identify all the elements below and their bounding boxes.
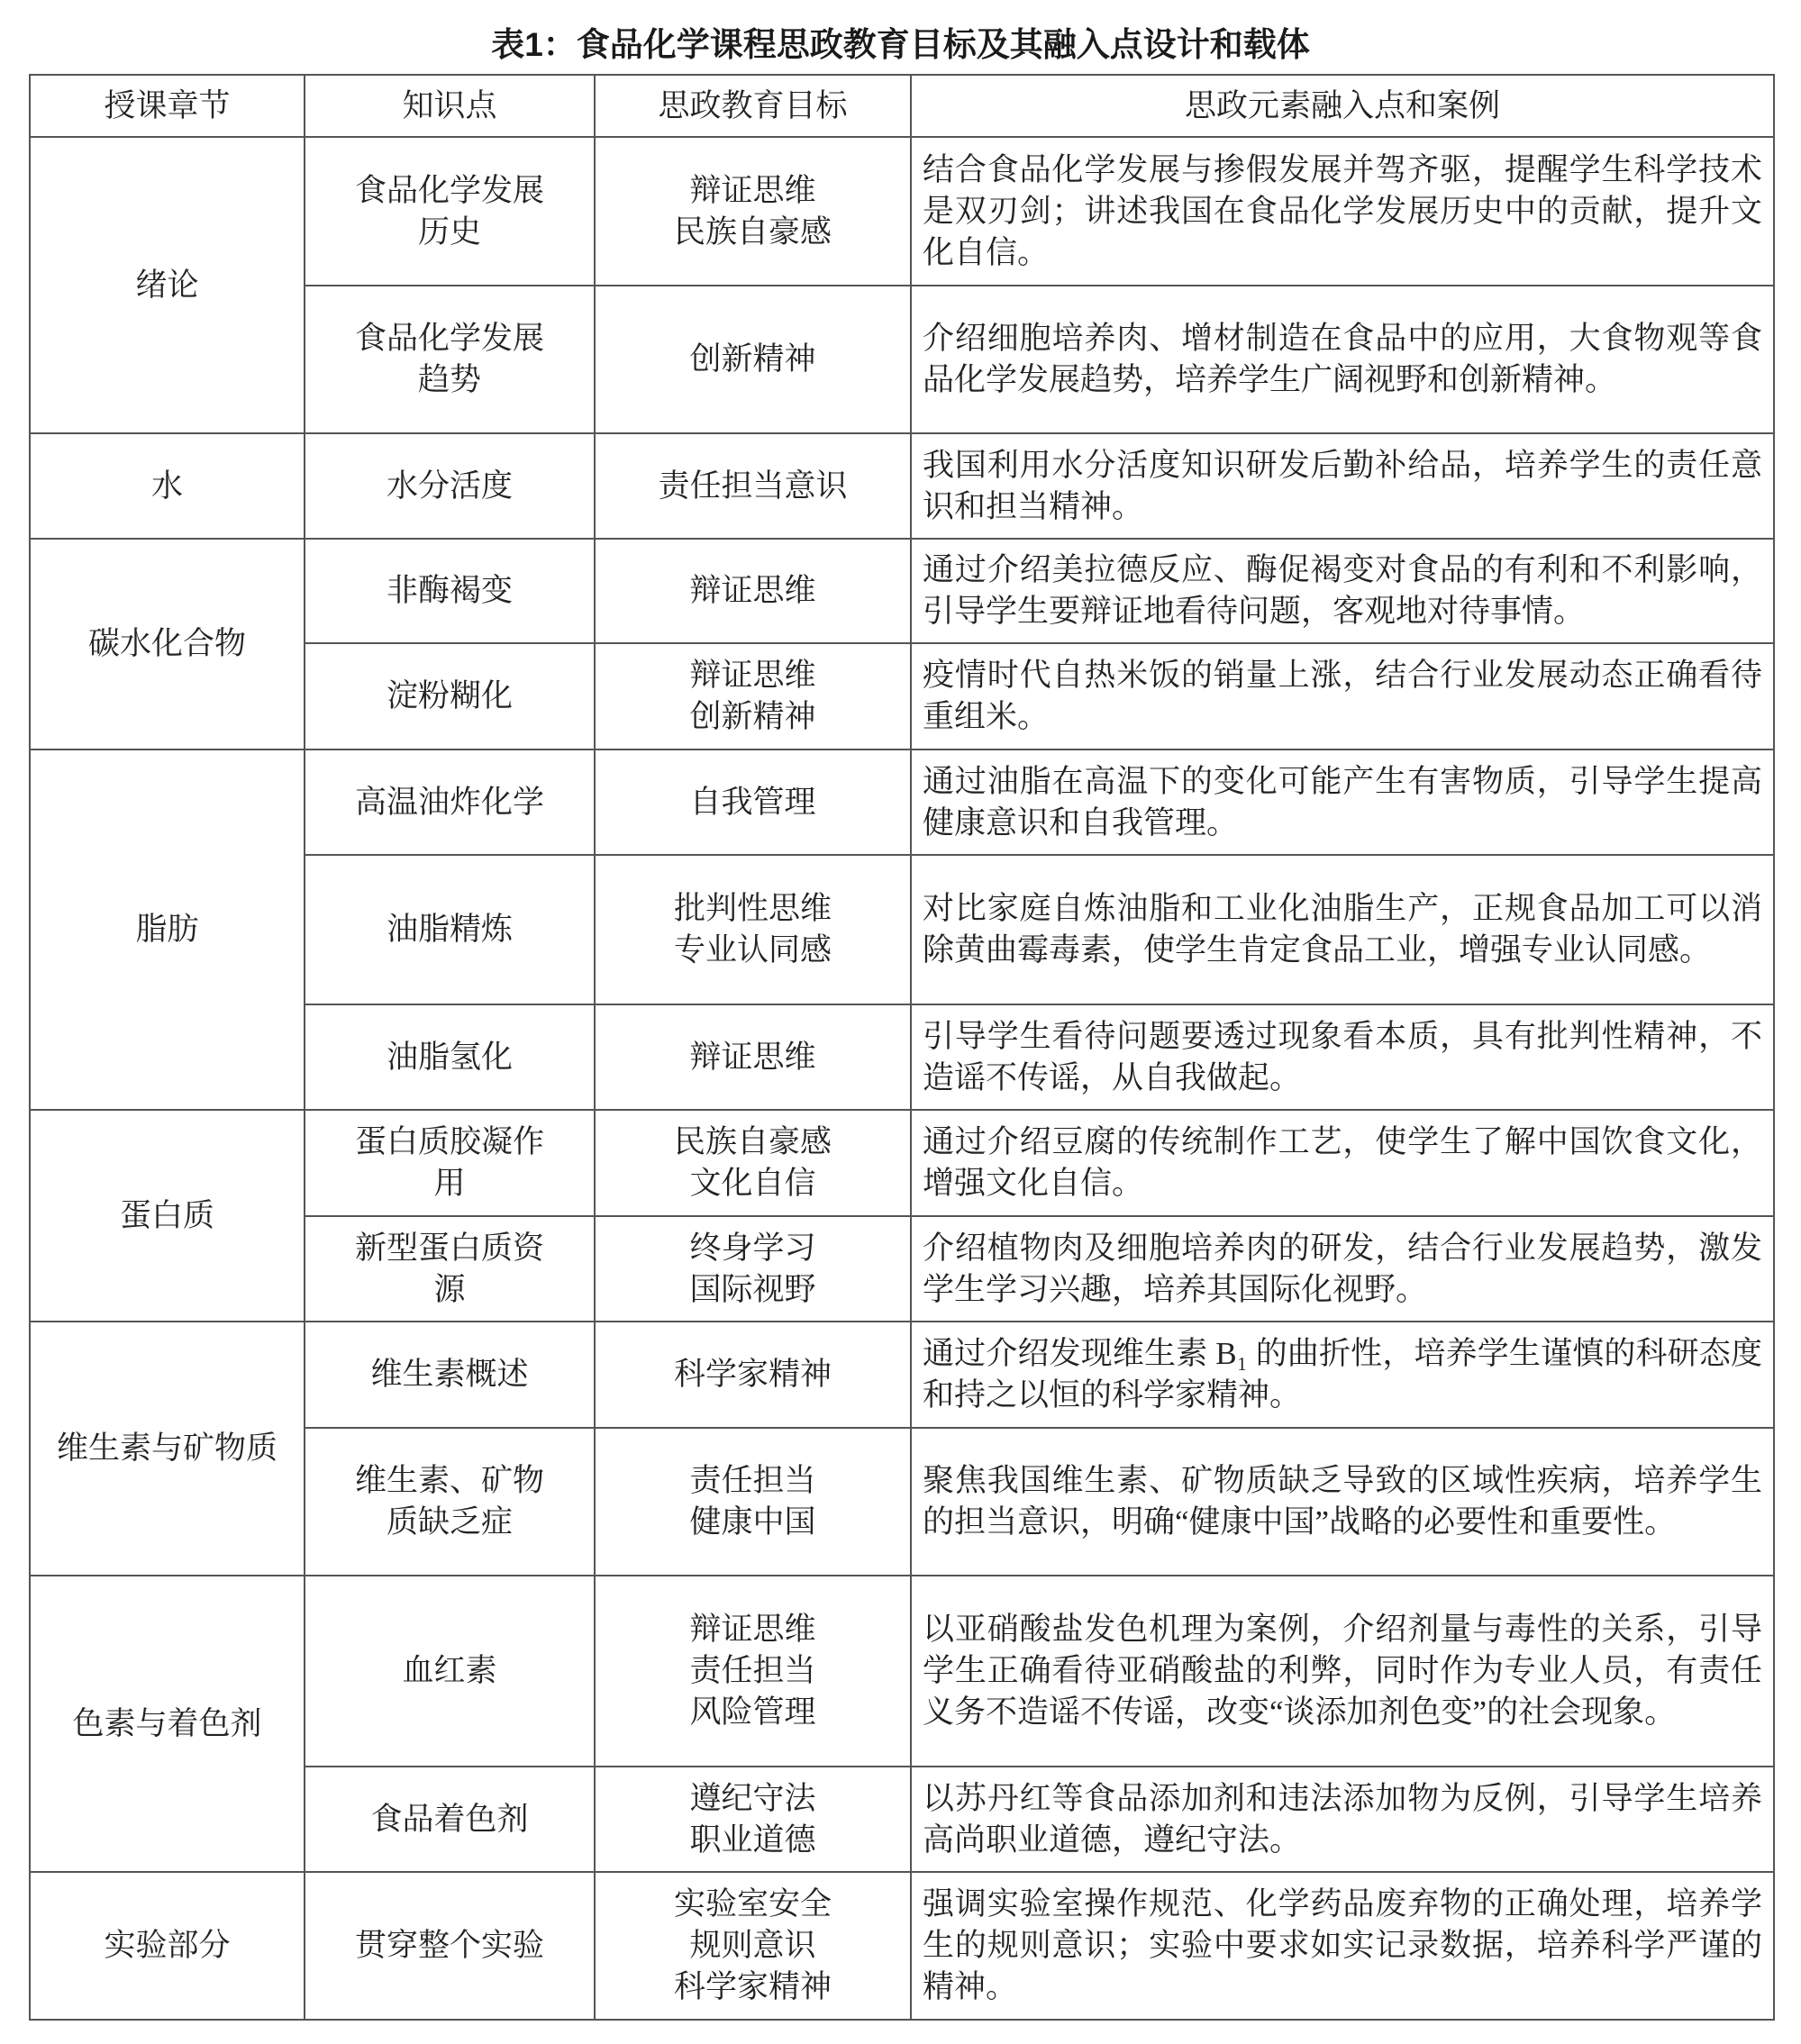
goal-cell: 遵纪守法 职业道德 xyxy=(595,1767,911,1872)
case-cell: 引导学生看待问题要透过现象看本质，具有批判性精神，不造谣不传谣，从自我做起。 xyxy=(911,1004,1774,1110)
case-cell: 以亚硝酸盐发色机理为案例，介绍剂量与毒性的关系，引导学生正确看待亚硝酸盐的利弊，同时作为专业人员，有责任义务不造谣不传谣，改变“谈添加剂色变”的社会现象。 xyxy=(911,1576,1774,1767)
case-cell: 通过介绍美拉德反应、酶促褐变对食品的有利和不利影响，引导学生要辩证地看待问题，客观地对待事情。 xyxy=(911,539,1774,643)
table-row xyxy=(30,137,1774,286)
goal-cell: 科学家精神 xyxy=(595,1322,911,1428)
table-row xyxy=(30,1576,1774,1767)
course-table xyxy=(29,74,1775,2021)
goal-cell: 辩证思维 xyxy=(595,539,911,643)
header-goal: 思政教育目标 xyxy=(595,75,911,137)
table-row xyxy=(30,433,1774,539)
chapter-cell: 绪论 xyxy=(30,137,305,433)
table-row xyxy=(30,1322,1774,1428)
knowledge-point-cell: 新型蛋白质资源 xyxy=(305,1216,595,1322)
chapter-cell: 水 xyxy=(30,433,305,539)
goal-cell: 实验室安全 规则意识 科学家精神 xyxy=(595,1872,911,2020)
goal-cell: 责任担当 健康中国 xyxy=(595,1428,911,1576)
goal-cell: 辩证思维 民族自豪感 xyxy=(595,137,911,286)
case-cell: 我国利用水分活度知识研发后勤补给品，培养学生的责任意识和担当精神。 xyxy=(911,433,1774,539)
goal-cell: 创新精神 xyxy=(595,286,911,433)
table-row xyxy=(30,1110,1774,1216)
table-row xyxy=(30,539,1774,643)
chapter-cell: 实验部分 xyxy=(30,1872,305,2020)
knowledge-point-cell: 食品化学发展趋势 xyxy=(305,286,595,433)
chapter-cell: 色素与着色剂 xyxy=(30,1576,305,1872)
case-cell: 介绍植物肉及细胞培养肉的研发，结合行业发展趋势，激发学生学习兴趣，培养其国际化视野。 xyxy=(911,1216,1774,1322)
case-cell: 结合食品化学发展与掺假发展并驾齐驱，提醒学生科学技术是双刃剑；讲述我国在食品化学发展历史中的贡献，提升文化自信。 xyxy=(911,137,1774,286)
knowledge-point-cell: 维生素、矿物质缺乏症 xyxy=(305,1428,595,1576)
knowledge-point-cell: 水分活度 xyxy=(305,433,595,539)
header-chapter: 授课章节 xyxy=(30,75,305,137)
case-cell: 疫情时代自热米饭的销量上涨，结合行业发展动态正确看待重组米。 xyxy=(911,643,1774,749)
case-cell: 介绍细胞培养肉、增材制造在食品中的应用，大食物观等食品化学发展趋势，培养学生广阔视野和创新精神。 xyxy=(911,286,1774,433)
knowledge-point-cell: 食品着色剂 xyxy=(305,1767,595,1872)
knowledge-point-cell: 油脂精炼 xyxy=(305,855,595,1004)
goal-cell: 民族自豪感 文化自信 xyxy=(595,1110,911,1216)
chapter-cell: 碳水化合物 xyxy=(30,539,305,749)
knowledge-point-cell: 油脂氢化 xyxy=(305,1004,595,1110)
knowledge-point-cell: 淀粉糊化 xyxy=(305,643,595,749)
goal-cell: 责任担当意识 xyxy=(595,433,911,539)
chapter-cell: 脂肪 xyxy=(30,749,305,1110)
case-cell: 通过油脂在高温下的变化可能产生有害物质，引导学生提高健康意识和自我管理。 xyxy=(911,749,1774,855)
goal-cell: 辩证思维 责任担当 风险管理 xyxy=(595,1576,911,1767)
case-cell: 对比家庭自炼油脂和工业化油脂生产，正规食品加工可以消除黄曲霉毒素，使学生肯定食品工业，增强专业认同感。 xyxy=(911,855,1774,1004)
goal-cell: 批判性思维 专业认同感 xyxy=(595,855,911,1004)
chapter-cell: 蛋白质 xyxy=(30,1110,305,1322)
goal-cell: 自我管理 xyxy=(595,749,911,855)
knowledge-point-cell: 高温油炸化学 xyxy=(305,749,595,855)
header-knowledge-point: 知识点 xyxy=(305,75,595,137)
chapter-cell: 维生素与矿物质 xyxy=(30,1322,305,1576)
goal-cell: 辩证思维 xyxy=(595,1004,911,1110)
knowledge-point-cell: 血红素 xyxy=(305,1576,595,1767)
table-row xyxy=(30,749,1774,855)
table-title: 表1：食品化学课程思政教育目标及其融入点设计和载体 xyxy=(491,26,1310,63)
goal-cell: 辩证思维 创新精神 xyxy=(595,643,911,749)
knowledge-point-cell: 贯穿整个实验 xyxy=(305,1872,595,2020)
header-row xyxy=(30,75,1774,137)
header-case: 思政元素融入点和案例 xyxy=(911,75,1774,137)
knowledge-point-cell: 非酶褐变 xyxy=(305,539,595,643)
knowledge-point-cell: 维生素概述 xyxy=(305,1322,595,1428)
case-cell: 聚焦我国维生素、矿物质缺乏导致的区域性疾病，培养学生的担当意识，明确“健康中国”战略的必要性和重要性。 xyxy=(911,1428,1774,1576)
table-body xyxy=(30,137,1774,2020)
knowledge-point-cell: 食品化学发展历史 xyxy=(305,137,595,286)
goal-cell: 终身学习 国际视野 xyxy=(595,1216,911,1322)
table-row xyxy=(30,1872,1774,2020)
case-cell: 通过介绍豆腐的传统制作工艺，使学生了解中国饮食文化，增强文化自信。 xyxy=(911,1110,1774,1216)
knowledge-point-cell: 蛋白质胶凝作用 xyxy=(305,1110,595,1216)
case-cell: 通过介绍发现维生素 B₁ 的曲折性，培养学生谨慎的科研态度和持之以恒的科学家精神。 xyxy=(911,1322,1774,1428)
case-cell: 以苏丹红等食品添加剂和违法添加物为反例，引导学生培养高尚职业道德，遵纪守法。 xyxy=(911,1767,1774,1872)
case-cell: 强调实验室操作规范、化学药品废弃物的正确处理，培养学生的规则意识；实验中要求如实记录数据，培养科学严谨的精神。 xyxy=(911,1872,1774,2020)
